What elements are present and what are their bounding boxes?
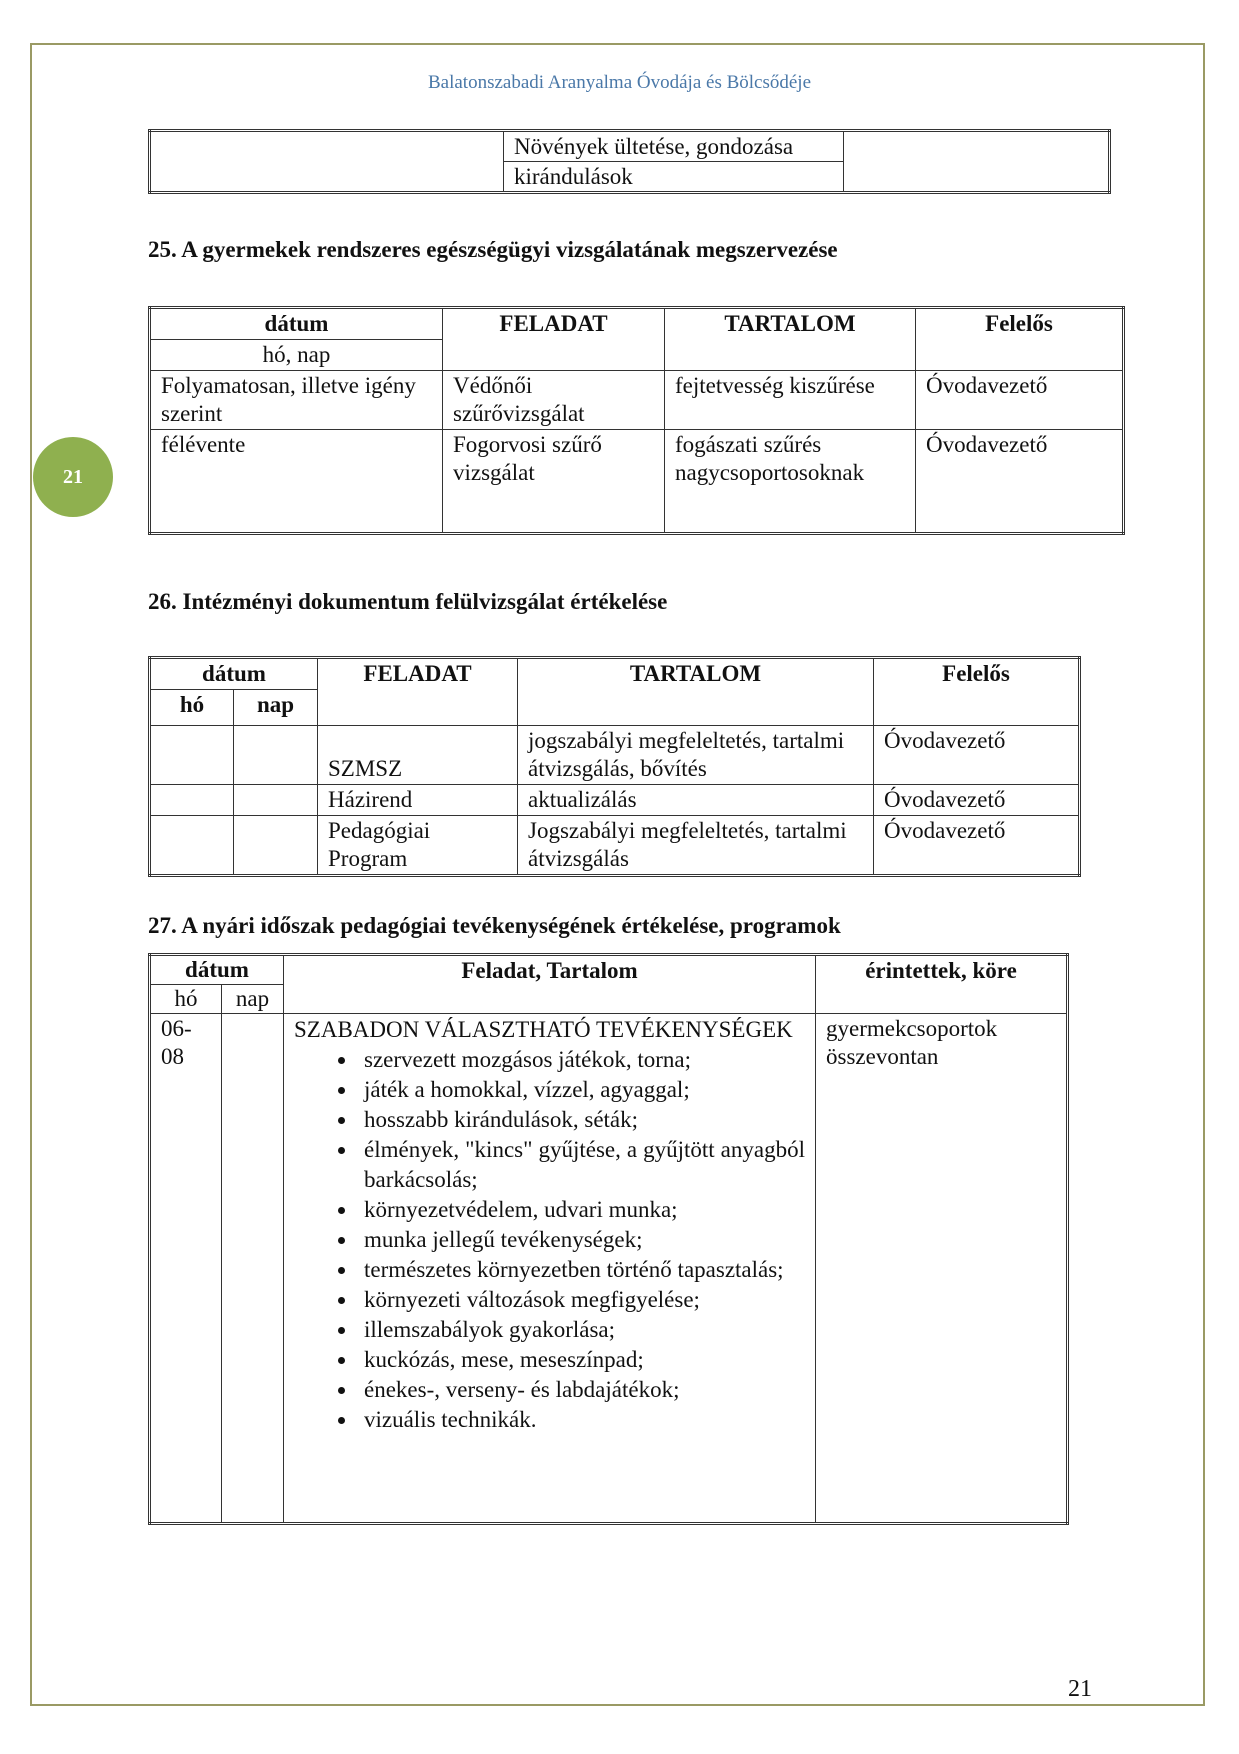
table-cell-erintettek: gyermekcsoportok összevontan — [816, 1014, 1068, 1524]
th-nap: nap — [234, 690, 318, 726]
top-cell-2: kirándulások — [504, 162, 844, 193]
document-review-table — [148, 656, 1081, 877]
page-number: 21 — [1068, 1676, 1092, 1702]
activities-cell — [284, 1014, 816, 1524]
list-item: • szervezett mozgásos játékok, torna; — [358, 1045, 805, 1075]
list-item: • illemszabályok gyakorlása; — [358, 1315, 805, 1345]
page-badge: 21 — [33, 437, 113, 517]
table-cell: Pedagógiai Program — [318, 816, 518, 876]
list-item: • énekes-, verseny- és labdajátékok; — [358, 1375, 805, 1405]
table-cell: Óvodavezető — [874, 726, 1080, 785]
list-item: • környezetvédelem, udvari munka; — [358, 1195, 805, 1225]
th-datum: dátum — [150, 308, 443, 340]
th-datum: dátum — [150, 658, 318, 690]
th-felelos: Felelős — [874, 658, 1080, 726]
table-cell-ho: 06- 08 — [150, 1014, 222, 1524]
page-header: Balatonszabadi Aranyalma Óvodája és Bölcsődéje — [427, 72, 812, 93]
th-datum: dátum — [150, 955, 284, 985]
table-cell: Védőnői szűrővizsgálat — [443, 371, 665, 430]
table-cell: Házirend — [318, 785, 518, 816]
table-cell: Óvodavezető — [916, 371, 1124, 430]
th-feladat: FELADAT — [318, 658, 518, 726]
health-exam-table — [148, 306, 1125, 535]
th-erintettek: érintettek, köre — [816, 955, 1068, 1014]
list-item: • élmények, "kincs" gyűjtése, a gyűjtött anyagból barkácsolás; — [358, 1135, 805, 1195]
list-item: • munka jellegű tevékenységek; — [358, 1225, 805, 1255]
section-25-title: 25. A gyermekek rendszeres egészségügyi vizsgálatának megszervezése — [148, 237, 838, 262]
list-item: • hosszabb kirándulások, séták; — [358, 1105, 805, 1135]
list-item: • természetes környezetben történő tapasztalás; — [358, 1255, 805, 1285]
th-tartalom: TARTALOM — [665, 308, 916, 371]
table-cell: fogászati szűrés nagycsoportosoknak — [665, 430, 916, 534]
table-cell: Óvodavezető — [874, 785, 1080, 816]
table-cell: Óvodavezető — [874, 816, 1080, 876]
activity-list — [294, 1045, 805, 1435]
table-cell: SZMSZ — [318, 726, 518, 785]
table-cell: aktualizálás — [518, 785, 874, 816]
top-table — [148, 129, 1111, 194]
list-item: • játék a homokkal, vízzel, agyaggal; — [358, 1075, 805, 1105]
th-nap: nap — [222, 985, 284, 1014]
top-cell-1: Növények ültetése, gondozása — [504, 131, 844, 162]
table-cell: fejtetvesség kiszűrése — [665, 371, 916, 430]
table-cell: Jogszabályi megfeleltetés, tartalmi átvizsgálás — [518, 816, 874, 876]
th-ho: hó — [150, 985, 222, 1014]
list-item: • környezeti változások megfigyelése; — [358, 1285, 805, 1315]
section-26-title: 26. Intézményi dokumentum felülvizsgálat értékelése — [148, 589, 668, 614]
list-item: • vizuális technikák. — [358, 1405, 805, 1435]
th-felelos: Felelős — [916, 308, 1124, 371]
list-item: • kuckózás, mese, meseszínpad; — [358, 1345, 805, 1375]
th-feladat-tartalom: Feladat, Tartalom — [284, 955, 816, 1014]
summer-program-table — [148, 953, 1069, 1525]
table-cell: jogszabályi megfeleltetés, tartalmi átvizsgálás, bővítés — [518, 726, 874, 785]
table-cell: Óvodavezető — [916, 430, 1124, 534]
th-tartalom: TARTALOM — [518, 658, 874, 726]
table-cell: félévente — [150, 430, 443, 534]
table-cell: Folyamatosan, illetve igény szerint — [150, 371, 443, 430]
section-27-title: 27. A nyári időszak pedagógiai tevékenységének értékelése, programok — [148, 913, 841, 938]
table-cell: Fogorvosi szűrő vizsgálat — [443, 430, 665, 534]
th-ho: hó — [150, 690, 234, 726]
th-feladat: FELADAT — [443, 308, 665, 371]
activities-heading: SZABADON VÁLASZTHATÓ TEVÉKENYSÉGEK — [294, 1017, 793, 1042]
th-ho-nap: hó, nap — [150, 340, 443, 371]
